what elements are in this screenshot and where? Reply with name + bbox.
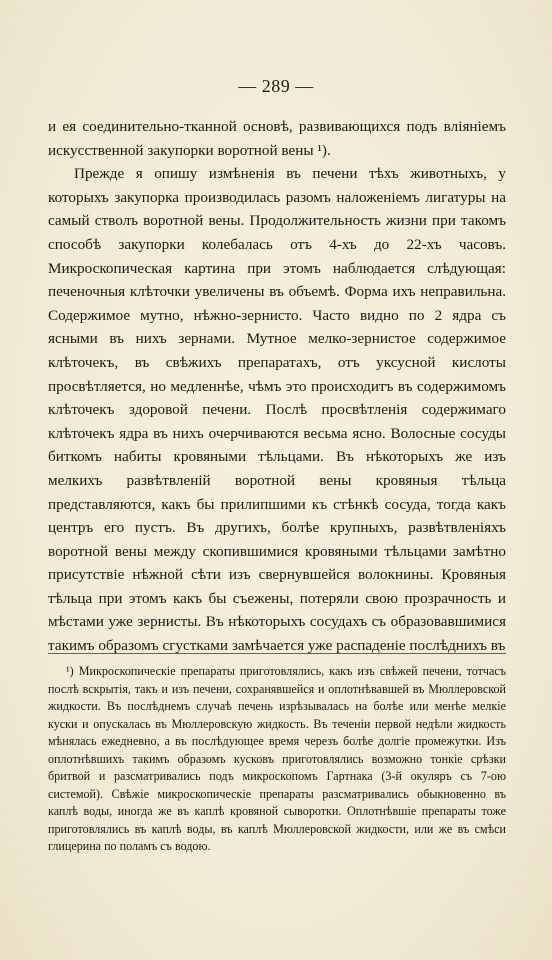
footnote [48, 663, 506, 856]
paragraph-observations: Прежде я опишу измѣненія въ печени тѣхъ животныхъ, у которыхъ закупорка производилась разомъ наложеніемъ лигатуры на самый стволъ воротной вены. Продолжительность жизни при такомъ способѣ закупорки колебалась отъ 4-хъ до 22-хъ часовъ. Микроскопическая картина при этомъ наблюдается слѣдующая: печеночныя клѣточки увеличены въ объемѣ. Форма ихъ неправильна. Содержимое мутно, нѣжно-зернисто. Часто видно по 2 ядра съ ясными въ нихъ зернами. Мутное мелко-зернистое содержимое клѣточекъ, въ свѣжихъ препаратахъ, отъ уксусной кислоты просвѣтляется, но медленнѣе, чѣмъ это происходитъ въ содержимомъ клѣточекъ здоровой печени. Послѣ просвѣтленія содержимаго клѣточекъ ядра въ нихъ очерчиваются весьма ясно. Волосные сосуды биткомъ набиты кровяными тѣльцами. Въ нѣкоторыхъ же изъ мелкихъ развѣтвленій воротной вены кровяныя тѣльца представляются, какъ бы прилипшими къ стѣнкѣ сосуда, тогда какъ центръ его пустъ. Въ другихъ, болѣе крупныхъ, развѣтвленіяхъ воротной вены между скопившимися кровяными тѣльцами замѣтно присутствіе нѣжной сѣти изъ свернувшейся волокнины. Кровяныя тѣльца при этомъ какъ бы съежены, потеряли свою прозрачность и мѣстами уже зернисты. Въ нѣкоторыхъ сосудахъ съ образовавшимися такимъ образомъ сгустками замѣчается уже распаденіе послѣднихъ въ [48, 165, 506, 655]
paragraph-continuation: и ея соединительно-тканной основѣ, развивающихся подъ вліяніемъ искусственной закупорки воротной вены ¹). [48, 118, 506, 159]
footnote-divider [48, 653, 506, 654]
footnote-body: Микроскопическіе препараты приготовлялись, какъ изъ свѣжей печени, тотчасъ послѣ вскрытія, такъ и изъ печени, сохранявшейся и оплотнѣвавшей въ Мюллеровской жидкости. Въ послѣднемъ случаѣ печень изрѣзывалась на болѣе или менѣе мелкіе куски и опускалась въ Мюллеровскую жидкость. Въ теченіи первой недѣли жидкость мѣнялась ежедневно, а въ послѣдующее время черезъ болѣе долгіе промежутки. Изъ оплотнѣвшихъ такимъ образомъ кусковъ приготовлялись возможно тонкіе срѣзки бритвой и разсматривались подъ микроскопомъ Гартнака (3-й окуляръ съ 7-ою системой). Свѣжіе микроскопическіе препараты разсматривались обыкновенно въ каплѣ воды, иногда же въ каплѣ кровяной сыворотки. Оплотнѣвшіе препараты тоже приготовлялись въ каплѣ воды, въ каплѣ Мюллеровской жидкости, или же въ смѣси глицерина по поламъ съ водою. [48, 664, 506, 854]
page-number: — 289 — [238, 76, 314, 96]
main-text [48, 115, 506, 658]
footnote-paragraph [48, 663, 506, 856]
footnote-marker: ¹) [66, 664, 74, 678]
